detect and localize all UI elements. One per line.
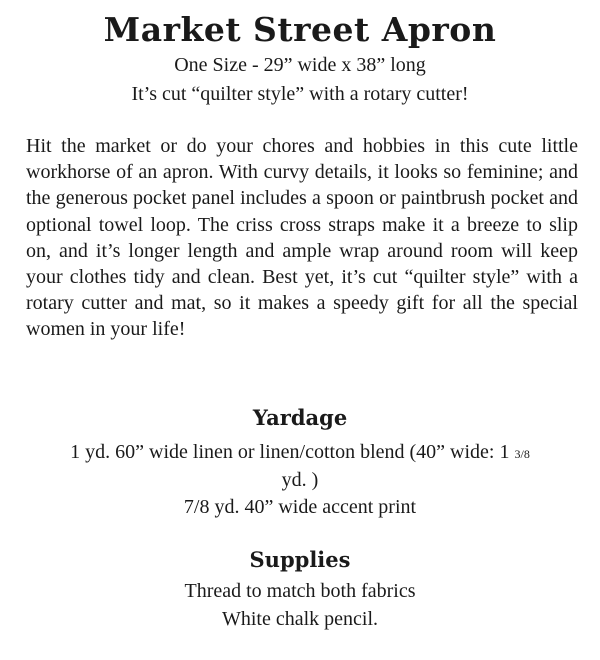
yardage-line-1 bbox=[0, 439, 600, 467]
yardage-line-3: 7/8 yd. 40” wide accent print bbox=[183, 496, 417, 518]
supplies-item: White chalk pencil. bbox=[221, 608, 379, 630]
yardage-line-1-text: 1 yd. 60” wide linen or linen/cotton blend (40” wide: 1 bbox=[70, 441, 510, 463]
supplies-item: Thread to match both fabrics bbox=[184, 580, 416, 602]
cut-style-line: It’s cut “quilter style” with a rotary cutter! bbox=[131, 83, 469, 105]
size-line: One Size - 29” wide x 38” long bbox=[174, 54, 426, 76]
yardage-fraction: 3/8 bbox=[514, 447, 530, 461]
yardage-heading: Yardage bbox=[252, 405, 348, 430]
yardage-line-2: yd. ) bbox=[281, 469, 319, 491]
supplies-heading: Supplies bbox=[249, 547, 351, 572]
page-title: Market Street Apron bbox=[103, 10, 497, 49]
description-paragraph: Hit the market or do your chores and hobbies in this cute little workhorse of an apron. With curvy details, it looks so feminine; and the generous pocket panel includes a spoon or paintbrush pocket and optional towel loop. The criss cross straps make it a breeze to slip on, and it’s longer length and ample wrap around room will keep your clothes tidy and clean. Best yet, it’s cut “quilter style” with a rotary cutter and mat, so it makes a speedy gift for all the special women in your life! bbox=[26, 135, 578, 341]
